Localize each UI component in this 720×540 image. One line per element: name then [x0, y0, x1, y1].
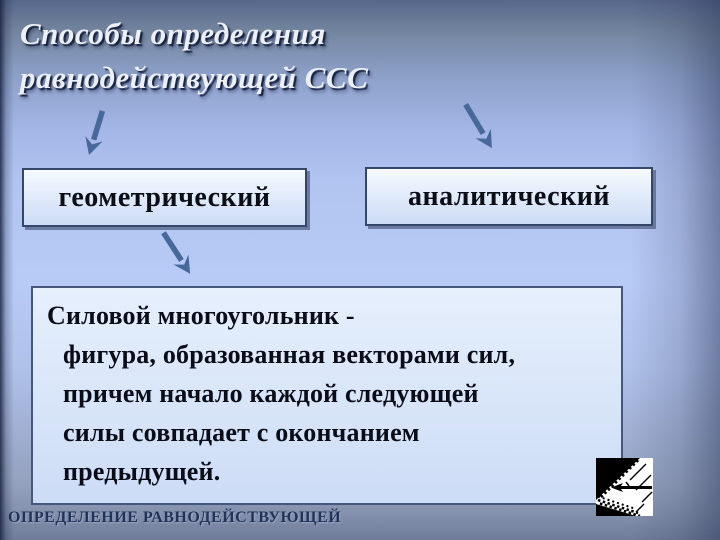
drafting-ruler-icon — [596, 458, 653, 516]
down-right-arrow-icon — [150, 226, 202, 282]
slide-title — [20, 12, 368, 100]
slide-footer-caption: ОПРЕДЕЛЕНИЕ РАВНОДЕЙСТВУЮЩЕЙ — [8, 509, 342, 526]
definition-line: предыдущей. — [63, 457, 221, 486]
method-label-analytic: аналитический — [408, 180, 610, 212]
definition-box — [31, 286, 623, 505]
method-box-geometric — [22, 168, 307, 227]
method-box-analytic — [365, 167, 653, 226]
definition-line: Силовой многоугольник - — [47, 301, 355, 330]
definition-line: фигура, образованная векторами сил, — [63, 340, 516, 369]
down-right-arrow-icon — [452, 98, 504, 156]
method-label-geometric: геометрический — [58, 181, 271, 213]
slide-title-line2: равнодействующей ССС — [20, 60, 369, 95]
down-left-arrow-icon — [76, 106, 116, 158]
definition-line: причем начало каждой следующей — [63, 379, 479, 408]
slide-title-line1: Способы определения — [20, 16, 326, 51]
definition-line: силы совпадает с окончанием — [63, 418, 420, 447]
